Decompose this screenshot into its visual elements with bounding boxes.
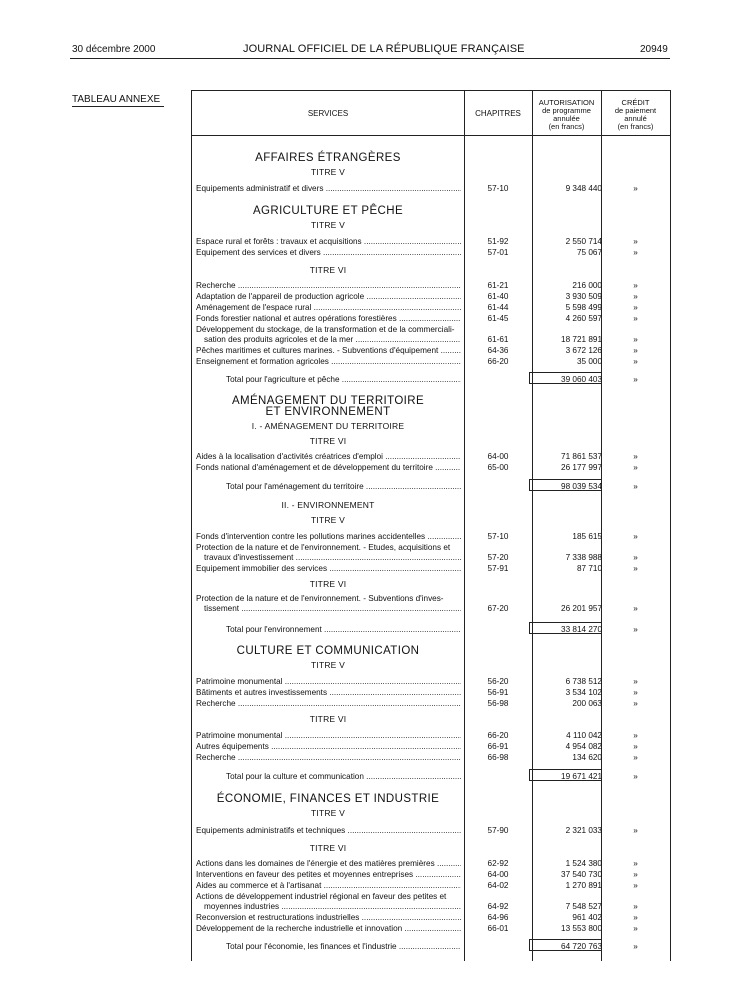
table-row <box>192 676 670 687</box>
row-label: Recherche ..... <box>196 280 461 291</box>
row-label: Recherche ..... <box>196 752 461 763</box>
titre-heading: TITRE VI <box>309 579 347 589</box>
row-label: Patrimoine monumental ..... <box>196 676 461 687</box>
row-chapitre: 66-01 <box>487 924 509 933</box>
row-credit: » <box>633 237 638 246</box>
row-credit: » <box>633 731 638 740</box>
table-row <box>192 730 670 741</box>
row-label: Equipements administratifs et techniques ..... <box>196 825 461 836</box>
row-amount: 961 402 <box>572 913 602 922</box>
total-label: Total pour l'agriculture et pêche ..... <box>226 374 461 385</box>
row-credit: » <box>633 463 638 472</box>
row-amount: 3 930 509 <box>565 292 602 301</box>
section-title: AGRICULTURE ET PÊCHE <box>252 205 404 217</box>
titre-heading: TITRE VI <box>309 265 347 275</box>
row-amount: 1 270 891 <box>565 881 602 890</box>
row-chapitre: 64-96 <box>487 913 509 922</box>
header-title: JOURNAL OFFICIEL DE LA RÉPUBLIQUE FRANÇAISE <box>243 43 525 55</box>
row-chapitre: 64-92 <box>487 902 509 911</box>
total-amount: 64 720 763 <box>561 942 602 951</box>
table-row <box>192 923 670 934</box>
section-title-line2: ET ENVIRONNEMENT <box>265 406 391 418</box>
row-chapitre: 57-10 <box>487 532 509 541</box>
row-credit: » <box>633 184 638 193</box>
row-credit: » <box>633 859 638 868</box>
row-credit: » <box>633 688 638 697</box>
row-chapitre: 66-20 <box>487 731 509 740</box>
col-header-chapitres: CHAPITRES <box>475 109 521 118</box>
header-line: annulé <box>624 114 647 123</box>
table-row <box>192 698 670 709</box>
header-line: AUTORISATION <box>538 98 595 107</box>
row-chapitre: 56-91 <box>487 688 509 697</box>
row-chapitre: 66-20 <box>487 357 509 366</box>
row-label: Autres équipements ..... <box>196 741 461 752</box>
row-label: Pêches maritimes et cultures marines. - Subventions d'équipement ..... <box>196 345 461 356</box>
total-credit: » <box>633 375 638 384</box>
row-label: Fonds d'intervention contre les pollutions marines accidentelles ..... <box>196 531 461 542</box>
total-label: Total pour la culture et communication ..... <box>226 771 461 782</box>
row-amount: 87 710 <box>576 564 602 573</box>
row-label: Reconversion et restructurations industrielles ..... <box>196 912 461 923</box>
row-credit: » <box>633 913 638 922</box>
row-amount: 7 548 527 <box>565 902 602 911</box>
total-amount: 33 814 270 <box>561 625 602 634</box>
row-label: Bâtiments et autres investissements ..... <box>196 687 461 698</box>
row-credit: » <box>633 881 638 890</box>
titre-heading: TITRE VI <box>309 436 347 446</box>
header-date: 30 décembre 2000 <box>72 44 156 55</box>
row-credit: » <box>633 357 638 366</box>
row-amount: 75 067 <box>576 248 602 257</box>
row-amount: 4 260 597 <box>565 314 602 323</box>
titre-heading: TITRE VI <box>309 714 347 724</box>
row-amount: 6 738 512 <box>565 677 602 686</box>
section-title: ÉCONOMIE, FINANCES ET INDUSTRIE <box>216 793 440 805</box>
row-credit: » <box>633 532 638 541</box>
row-amount: 4 110 042 <box>566 731 602 740</box>
row-amount: 26 177 997 <box>561 463 602 472</box>
row-credit: » <box>633 870 638 879</box>
total-credit: » <box>633 625 638 634</box>
table-row <box>192 912 670 923</box>
row-credit: » <box>633 314 638 323</box>
part-heading: I. - AMÉNAGEMENT DU TERRITOIRE <box>251 421 405 431</box>
row-chapitre: 57-01 <box>487 248 509 257</box>
row-chapitre: 64-36 <box>487 346 509 355</box>
row-amount: 7 338 988 <box>565 553 602 562</box>
row-credit: » <box>633 346 638 355</box>
row-label: Aides à la localisation d'activités créatrices d'emploi ..... <box>196 451 461 462</box>
row-chapitre: 56-98 <box>487 699 509 708</box>
row-label-continued: moyennes industries ..... <box>204 901 461 912</box>
row-chapitre: 65-00 <box>487 463 509 472</box>
table-row <box>192 603 670 614</box>
row-credit: » <box>633 564 638 573</box>
row-chapitre: 64-02 <box>487 881 509 890</box>
row-credit: » <box>633 699 638 708</box>
table-row <box>192 901 670 912</box>
table-row <box>192 334 670 345</box>
annex-label: TABLEAU ANNEXE <box>72 94 164 107</box>
row-amount: 216 000 <box>572 281 602 290</box>
row-label: Adaptation de l'appareil de production agricole ..... <box>196 291 461 302</box>
header-rule <box>70 58 670 59</box>
row-amount: 2 550 714 <box>565 237 602 246</box>
row-chapitre: 66-91 <box>487 742 509 751</box>
row-label: Développement du stockage, de la transformation et de la commerciali- <box>196 325 455 334</box>
total-row <box>192 624 670 635</box>
row-label: Protection de la nature et de l'environnement. - Etudes, acquisitions et <box>196 543 451 552</box>
row-label: Fonds national d'aménagement et de développement du territoire ..... <box>196 462 461 473</box>
total-row <box>192 941 670 952</box>
total-credit: » <box>633 772 638 781</box>
row-amount: 71 861 537 <box>561 452 602 461</box>
total-amount: 19 671 421 <box>561 772 602 781</box>
part-heading: II. - ENVIRONNEMENT <box>281 500 375 510</box>
header-line: (en francs) <box>617 122 654 131</box>
budget-table <box>191 90 671 961</box>
header-page-number: 20949 <box>640 44 668 55</box>
row-credit: » <box>633 677 638 686</box>
row-chapitre: 51-92 <box>487 237 509 246</box>
row-credit: » <box>633 248 638 257</box>
row-label: Actions de développement industriel régional en faveur des petites et <box>196 892 447 901</box>
row-label: Fonds forestier national et autres opérations forestières ..... <box>196 313 461 324</box>
row-amount: 3 534 102 <box>565 688 602 697</box>
row-amount: 18 721 891 <box>561 335 602 344</box>
row-amount: 4 954 082 <box>565 742 602 751</box>
table-row <box>192 552 670 563</box>
table-row <box>192 291 670 302</box>
row-label: Espace rural et forêts : travaux et acquisitions ..... <box>196 236 461 247</box>
row-label: Enseignement et formation agricoles ..... <box>196 356 461 367</box>
row-chapitre: 66-98 <box>487 753 509 762</box>
table-row <box>192 462 670 473</box>
table-row <box>192 741 670 752</box>
row-label: Equipement des services et divers ..... <box>196 247 461 258</box>
row-label: Aides au commerce et à l'artisanat ..... <box>196 880 461 891</box>
total-label: Total pour l'aménagement du territoire ..... <box>226 481 461 492</box>
row-amount: 3 672 126 <box>565 346 602 355</box>
table-row <box>192 356 670 367</box>
row-chapitre: 56-20 <box>487 677 509 686</box>
row-chapitre: 61-40 <box>487 292 509 301</box>
row-credit: » <box>633 281 638 290</box>
section-title: AFFAIRES ÉTRANGÈRES <box>255 152 401 164</box>
row-amount: 134 620 <box>572 753 602 762</box>
col-header-credit <box>601 99 670 131</box>
row-label: Recherche ..... <box>196 698 461 709</box>
row-chapitre: 61-44 <box>487 303 509 312</box>
table-row <box>192 858 670 869</box>
table-row <box>192 302 670 313</box>
row-chapitre: 57-10 <box>487 184 509 193</box>
row-amount: 26 201 957 <box>561 604 602 613</box>
row-amount: 9 348 440 <box>565 184 602 193</box>
titre-heading: TITRE V <box>311 220 345 230</box>
table-row <box>192 236 670 247</box>
row-amount: 37 540 730 <box>561 870 602 879</box>
total-row <box>192 374 670 385</box>
row-label: Aménagement de l'espace rural ..... <box>196 302 461 313</box>
row-credit: » <box>633 604 638 613</box>
total-credit: » <box>633 482 638 491</box>
header-line: (en francs) <box>548 122 585 131</box>
table-row <box>192 563 670 574</box>
table-row <box>192 451 670 462</box>
row-credit: » <box>633 303 638 312</box>
titre-heading: TITRE V <box>311 660 345 670</box>
header-divider <box>192 135 670 136</box>
col-header-autorisation <box>532 99 601 131</box>
total-amount: 98 039 534 <box>561 482 602 491</box>
header-line: de paiement <box>614 106 657 115</box>
row-chapitre: 57-20 <box>487 553 509 562</box>
header-line: CRÉDIT <box>621 98 650 107</box>
section-title: AMÉNAGEMENT DU TERRITOIRE <box>231 395 425 407</box>
row-credit: » <box>633 553 638 562</box>
row-label: Protection de la nature et de l'environnement. - Subventions d'inves- <box>196 594 444 603</box>
row-amount: 35 000 <box>576 357 602 366</box>
table-row <box>192 247 670 258</box>
total-row <box>192 481 670 492</box>
row-amount: 2 321 033 <box>565 826 602 835</box>
row-amount: 13 553 800 <box>561 924 602 933</box>
total-row <box>192 771 670 782</box>
col-header-services: SERVICES <box>307 109 349 118</box>
total-credit: » <box>633 942 638 951</box>
row-chapitre: 57-91 <box>487 564 509 573</box>
row-label: Actions dans les domaines de l'énergie et des matières premières ..... <box>196 858 461 869</box>
table-row <box>192 280 670 291</box>
titre-heading: TITRE V <box>311 808 345 818</box>
row-amount: 200 063 <box>572 699 602 708</box>
row-credit: » <box>633 924 638 933</box>
row-credit: » <box>633 742 638 751</box>
table-row <box>192 880 670 891</box>
row-label-continued: travaux d'investissement ..... <box>204 552 461 563</box>
table-row <box>192 531 670 542</box>
row-credit: » <box>633 292 638 301</box>
table-row <box>192 687 670 698</box>
titre-heading: TITRE V <box>311 167 345 177</box>
row-credit: » <box>633 753 638 762</box>
row-label: Equipements administratif et divers ..... <box>196 183 461 194</box>
titre-heading: TITRE V <box>311 515 345 525</box>
table-row <box>192 825 670 836</box>
row-amount: 185 615 <box>572 532 602 541</box>
row-credit: » <box>633 902 638 911</box>
row-chapitre: 64-00 <box>487 452 509 461</box>
row-label: Développement de la recherche industrielle et innovation ..... <box>196 923 461 934</box>
row-credit: » <box>633 335 638 344</box>
row-chapitre: 57-90 <box>487 826 509 835</box>
header-line: annulée <box>553 114 580 123</box>
row-chapitre: 61-61 <box>487 335 509 344</box>
row-label-continued: tissement ..... <box>204 603 461 614</box>
table-row <box>192 313 670 324</box>
row-amount: 1 524 380 <box>565 859 602 868</box>
row-chapitre: 61-21 <box>487 281 509 290</box>
section-title: CULTURE ET COMMUNICATION <box>236 645 420 657</box>
row-chapitre: 61-45 <box>487 314 509 323</box>
total-amount: 39 060 403 <box>561 375 602 384</box>
table-row <box>192 869 670 880</box>
total-label: Total pour l'économie, les finances et l'industrie ..... <box>226 941 461 952</box>
titre-heading: TITRE VI <box>309 843 347 853</box>
row-label: Patrimoine monumental ..... <box>196 730 461 741</box>
table-row <box>192 183 670 194</box>
row-credit: » <box>633 826 638 835</box>
table-row <box>192 752 670 763</box>
table-row <box>192 345 670 356</box>
row-label-continued: sation des produits agricoles et de la mer ..... <box>204 334 461 345</box>
row-label: Equipement immobilier des services ..... <box>196 563 461 574</box>
row-credit: » <box>633 452 638 461</box>
header-line: de programme <box>542 106 591 115</box>
row-chapitre: 62-92 <box>487 859 509 868</box>
row-chapitre: 64-00 <box>487 870 509 879</box>
total-label: Total pour l'environnement ..... <box>226 624 461 635</box>
row-chapitre: 67-20 <box>487 604 509 613</box>
row-amount: 5 598 499 <box>565 303 602 312</box>
row-label: Interventions en faveur des petites et moyennes entreprises ..... <box>196 869 461 880</box>
